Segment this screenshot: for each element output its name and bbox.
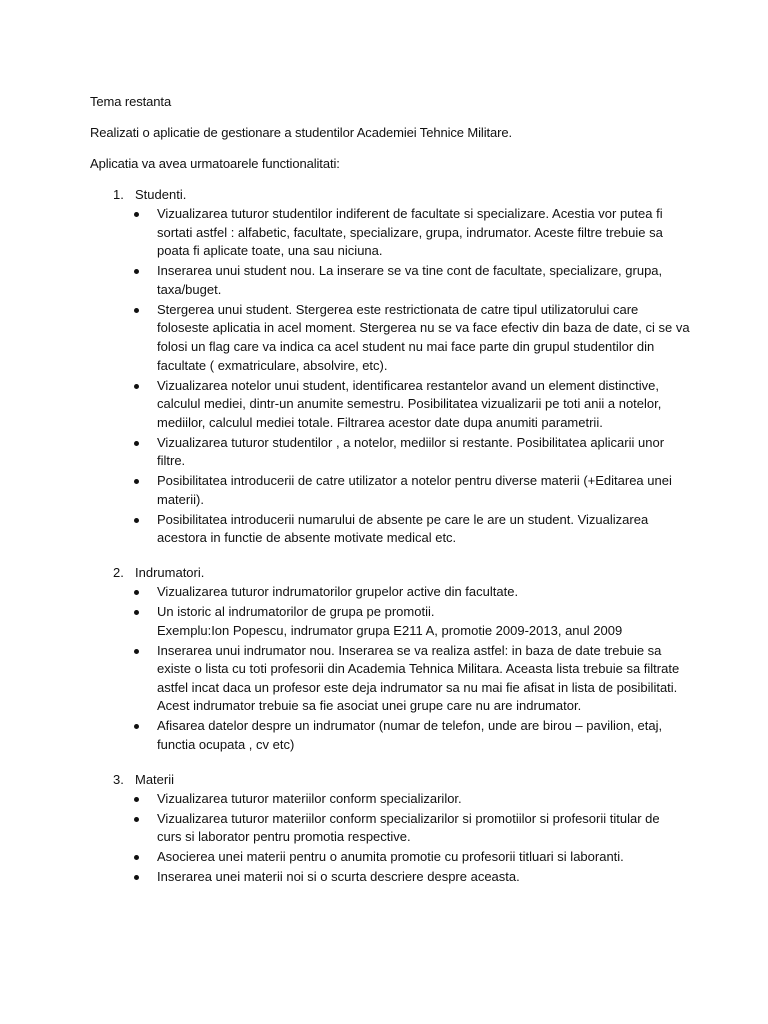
list-item bbox=[157, 790, 708, 809]
bullet-icon bbox=[134, 649, 139, 654]
list-item-text: acestora in functie de absente motivate medical etc. bbox=[157, 530, 457, 546]
list-item bbox=[157, 642, 708, 716]
bullet-list bbox=[90, 790, 708, 887]
list-item-text: Acest indrumator trebuie sa fie asociat unei grupe care nu are indrumator. bbox=[157, 698, 582, 714]
list-item-text: astfel incat daca un profesor este deja indrumator sa nu mai fie afisat in lista de posibilitati. bbox=[157, 679, 678, 695]
list-item bbox=[157, 472, 708, 509]
list-item-text: Exemplu:Ion Popescu, indrumator grupa E211 A, promotie 2009-2013, anul 2009 bbox=[157, 622, 623, 638]
section-title: Studenti. bbox=[135, 187, 187, 202]
list-item-text: Vizualizarea tuturor materiilor conform specializarilor. bbox=[157, 790, 462, 806]
list-item-text: Vizualizarea tuturor materiilor conform specializarilor si promotiilor si profesorii titular de bbox=[157, 810, 660, 826]
section-title: Indrumatori. bbox=[135, 565, 205, 581]
list-item-text: Inserarea unei materii noi si o scurta descriere despre aceasta. bbox=[157, 869, 520, 885]
list-item-text: Afisarea datelor despre un indrumator (numar de telefon, unde are birou – pavilion, etaj, bbox=[157, 718, 663, 734]
bullet-icon bbox=[134, 610, 139, 615]
list-item-text: Vizualizarea tuturor studentilor indiferent de facultate si specializare. Acestia vor putea fi bbox=[157, 206, 663, 221]
list-item-text: foloseste aplicatia in acel moment. Stergerea nu se va face efectiv din baza de date, ci se va bbox=[157, 320, 690, 336]
list-item-text: mediilor, calculul mediei totale. Filtrarea acestor date dupa anumiti parametrii. bbox=[157, 414, 603, 430]
list-item-text: Stergerea unui student. Stergerea este restrictionata de catre tipul utilizatorului care bbox=[157, 301, 639, 317]
section-number: 2. bbox=[113, 565, 124, 581]
list-item bbox=[157, 205, 708, 261]
bullet-icon bbox=[134, 875, 139, 880]
bullet-icon bbox=[134, 212, 139, 217]
document-title: Tema restanta bbox=[90, 94, 172, 109]
bullet-icon bbox=[134, 797, 139, 802]
sections-container bbox=[90, 185, 708, 887]
section-heading bbox=[90, 185, 708, 205]
list-item bbox=[157, 583, 708, 602]
bullet-icon bbox=[134, 269, 139, 274]
section-number: 1. bbox=[113, 187, 124, 202]
list-item-text: Asocierea unei materii pentru o anumita promotie cu profesorii titluari si laboranti. bbox=[157, 849, 624, 865]
list-item-text: calculul mediei, dintr-un anumite semestru. Posibilitatea vizualizarii pe toti anii a notelor, bbox=[157, 396, 662, 412]
section-heading bbox=[90, 770, 708, 790]
list-item-text: facultate ( exmatriculare, absolvire, etc). bbox=[157, 357, 388, 373]
list-item-text: taxa/buget. bbox=[157, 281, 222, 297]
list-item bbox=[157, 603, 708, 640]
list-item-text: functia ocupata , cv etc) bbox=[157, 736, 295, 752]
section-title: Materii bbox=[135, 771, 175, 787]
list-item-text: Posibilitatea introducerii de catre utilizator a notelor pentru diverse materii (+Editarea unei bbox=[157, 473, 672, 489]
bullet-icon bbox=[134, 308, 139, 313]
list-item-text: Inserarea unui student nou. La inserare se va tine cont de facultate, specializare, grupa, bbox=[157, 263, 663, 279]
list-item-text: Inserarea unui indrumator nou. Inserarea se va realiza astfel: in baza de date trebuie sa bbox=[157, 642, 662, 658]
list-item bbox=[157, 511, 708, 548]
list-item bbox=[157, 434, 708, 471]
section-1 bbox=[90, 185, 708, 548]
list-item-text: sortati astfel : alfabetic, facultate, specializare, grupa, indrumator. Aceste filtre trebuie sa bbox=[157, 224, 663, 240]
list-item-text: Vizualizarea tuturor studentilor , a notelor, mediilor si restante. Posibilitatea aplicarii unor bbox=[157, 434, 665, 450]
bullet-icon bbox=[134, 817, 139, 822]
bullet-icon bbox=[134, 590, 139, 595]
list-item-text: Vizualizarea notelor unui student, identificarea restantelor avand un element distinctive, bbox=[157, 377, 660, 393]
bullet-icon bbox=[134, 724, 139, 729]
list-item-text: poata fi aplicate toate, una sau niciuna. bbox=[157, 243, 383, 259]
list-item bbox=[157, 868, 708, 887]
section-2 bbox=[90, 563, 708, 755]
list-item-text: Posibilitatea introducerii numarului de absente pe care le are un student. Vizualizarea bbox=[157, 511, 649, 527]
bullet-icon bbox=[134, 855, 139, 860]
section-heading bbox=[90, 563, 708, 583]
functionalities-heading: Aplicatia va avea urmatoarele functionalitati: bbox=[90, 156, 340, 171]
list-item bbox=[157, 810, 708, 847]
list-item-text: Un istoric al indrumatorilor de grupa pe promotii. bbox=[157, 604, 435, 620]
bullet-list bbox=[90, 205, 708, 548]
list-item-text: existe o lista cu toti profesorii din Academia Tehnica Militara. Aceasta lista trebuie sa filtrate bbox=[157, 661, 680, 677]
list-item bbox=[157, 377, 708, 433]
list-item-text: Vizualizarea tuturor indrumatorilor grupelor active din facultate. bbox=[157, 584, 519, 600]
bullet-icon bbox=[134, 479, 139, 484]
list-item-text: curs si laborator pentru promotia respective. bbox=[157, 829, 411, 845]
document-intro: Realizati o aplicatie de gestionare a studentilor Academiei Tehnice Militare. bbox=[90, 125, 513, 140]
bullet-icon bbox=[134, 384, 139, 389]
list-item bbox=[157, 717, 708, 754]
bullet-icon bbox=[134, 441, 139, 446]
list-item bbox=[157, 848, 708, 867]
list-item bbox=[157, 262, 708, 299]
list-item-text: materii). bbox=[157, 491, 204, 507]
bullet-icon bbox=[134, 518, 139, 523]
list-item-text: folosi un flag care va indica ca acel student nu mai face parte din grupul studentilor din bbox=[157, 338, 655, 354]
section-number: 3. bbox=[113, 771, 124, 787]
list-item bbox=[157, 301, 708, 375]
section-3 bbox=[90, 770, 708, 887]
list-item-text: filtre. bbox=[157, 453, 186, 469]
bullet-list bbox=[90, 583, 708, 755]
